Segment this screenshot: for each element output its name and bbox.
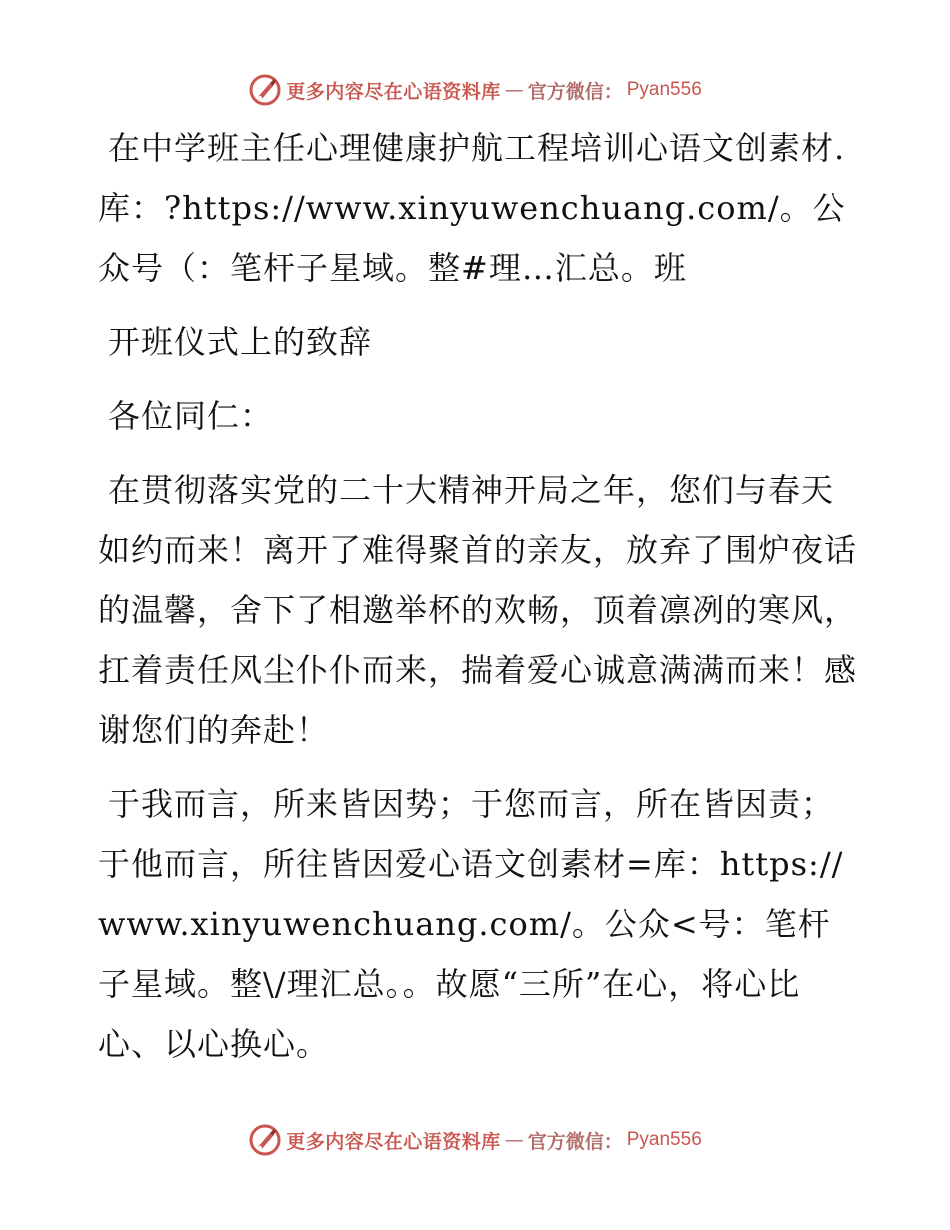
header-watermark bbox=[0, 70, 950, 110]
watermark-wechat-id: Pyan556 bbox=[626, 1129, 702, 1150]
watermark-separator: — bbox=[504, 1129, 524, 1151]
paragraph-intro: 在中学班主任心理健康护航工程培训心语文创素材.库：?https://www.xinyuwenchuang.com/。公众号（：笔杆子星域。整#理…汇总。班 bbox=[98, 129, 846, 287]
paragraph-title: 开班仪式上的致辞 bbox=[108, 323, 373, 361]
footer-watermark bbox=[0, 1120, 950, 1160]
pen-nib-logo-icon bbox=[248, 1123, 282, 1157]
paragraph-greeting: 各位同仁： bbox=[108, 397, 274, 435]
watermark-brand-text: 更多内容尽在心语资料库 bbox=[286, 1130, 501, 1153]
paragraph-body-2: 于我而言，所来皆因势；于您而言，所在皆因责；于他而言，所往皆因爱心语文创素材=库：https://www.xinyuwenchuang.com/。公众<号：笔杆子星域。整\/理汇总。。故愿“三所”在心，将心比心、以心换心。 bbox=[98, 785, 844, 1063]
paragraph-body-1: 在贯彻落实党的二十大精神开局之年，您们与春天如约而来！离开了难得聚首的亲友，放弃了围炉夜话的温馨，舍下了相邀举杯的欢畅，顶着凛冽的寒风，扛着责任风尘仆仆而来，揣着爱心诚意满满而来！感谢您们的奔赴！ bbox=[98, 471, 858, 749]
watermark-official-label: 官方微信： bbox=[527, 80, 623, 103]
watermark-official-label: 官方微信： bbox=[527, 1130, 623, 1153]
watermark-wechat-id: Pyan556 bbox=[626, 79, 702, 100]
watermark-brand-text: 更多内容尽在心语资料库 bbox=[286, 80, 501, 103]
watermark-separator: — bbox=[504, 79, 524, 101]
pen-nib-logo-icon bbox=[248, 73, 282, 107]
document-body bbox=[98, 118, 858, 1088]
